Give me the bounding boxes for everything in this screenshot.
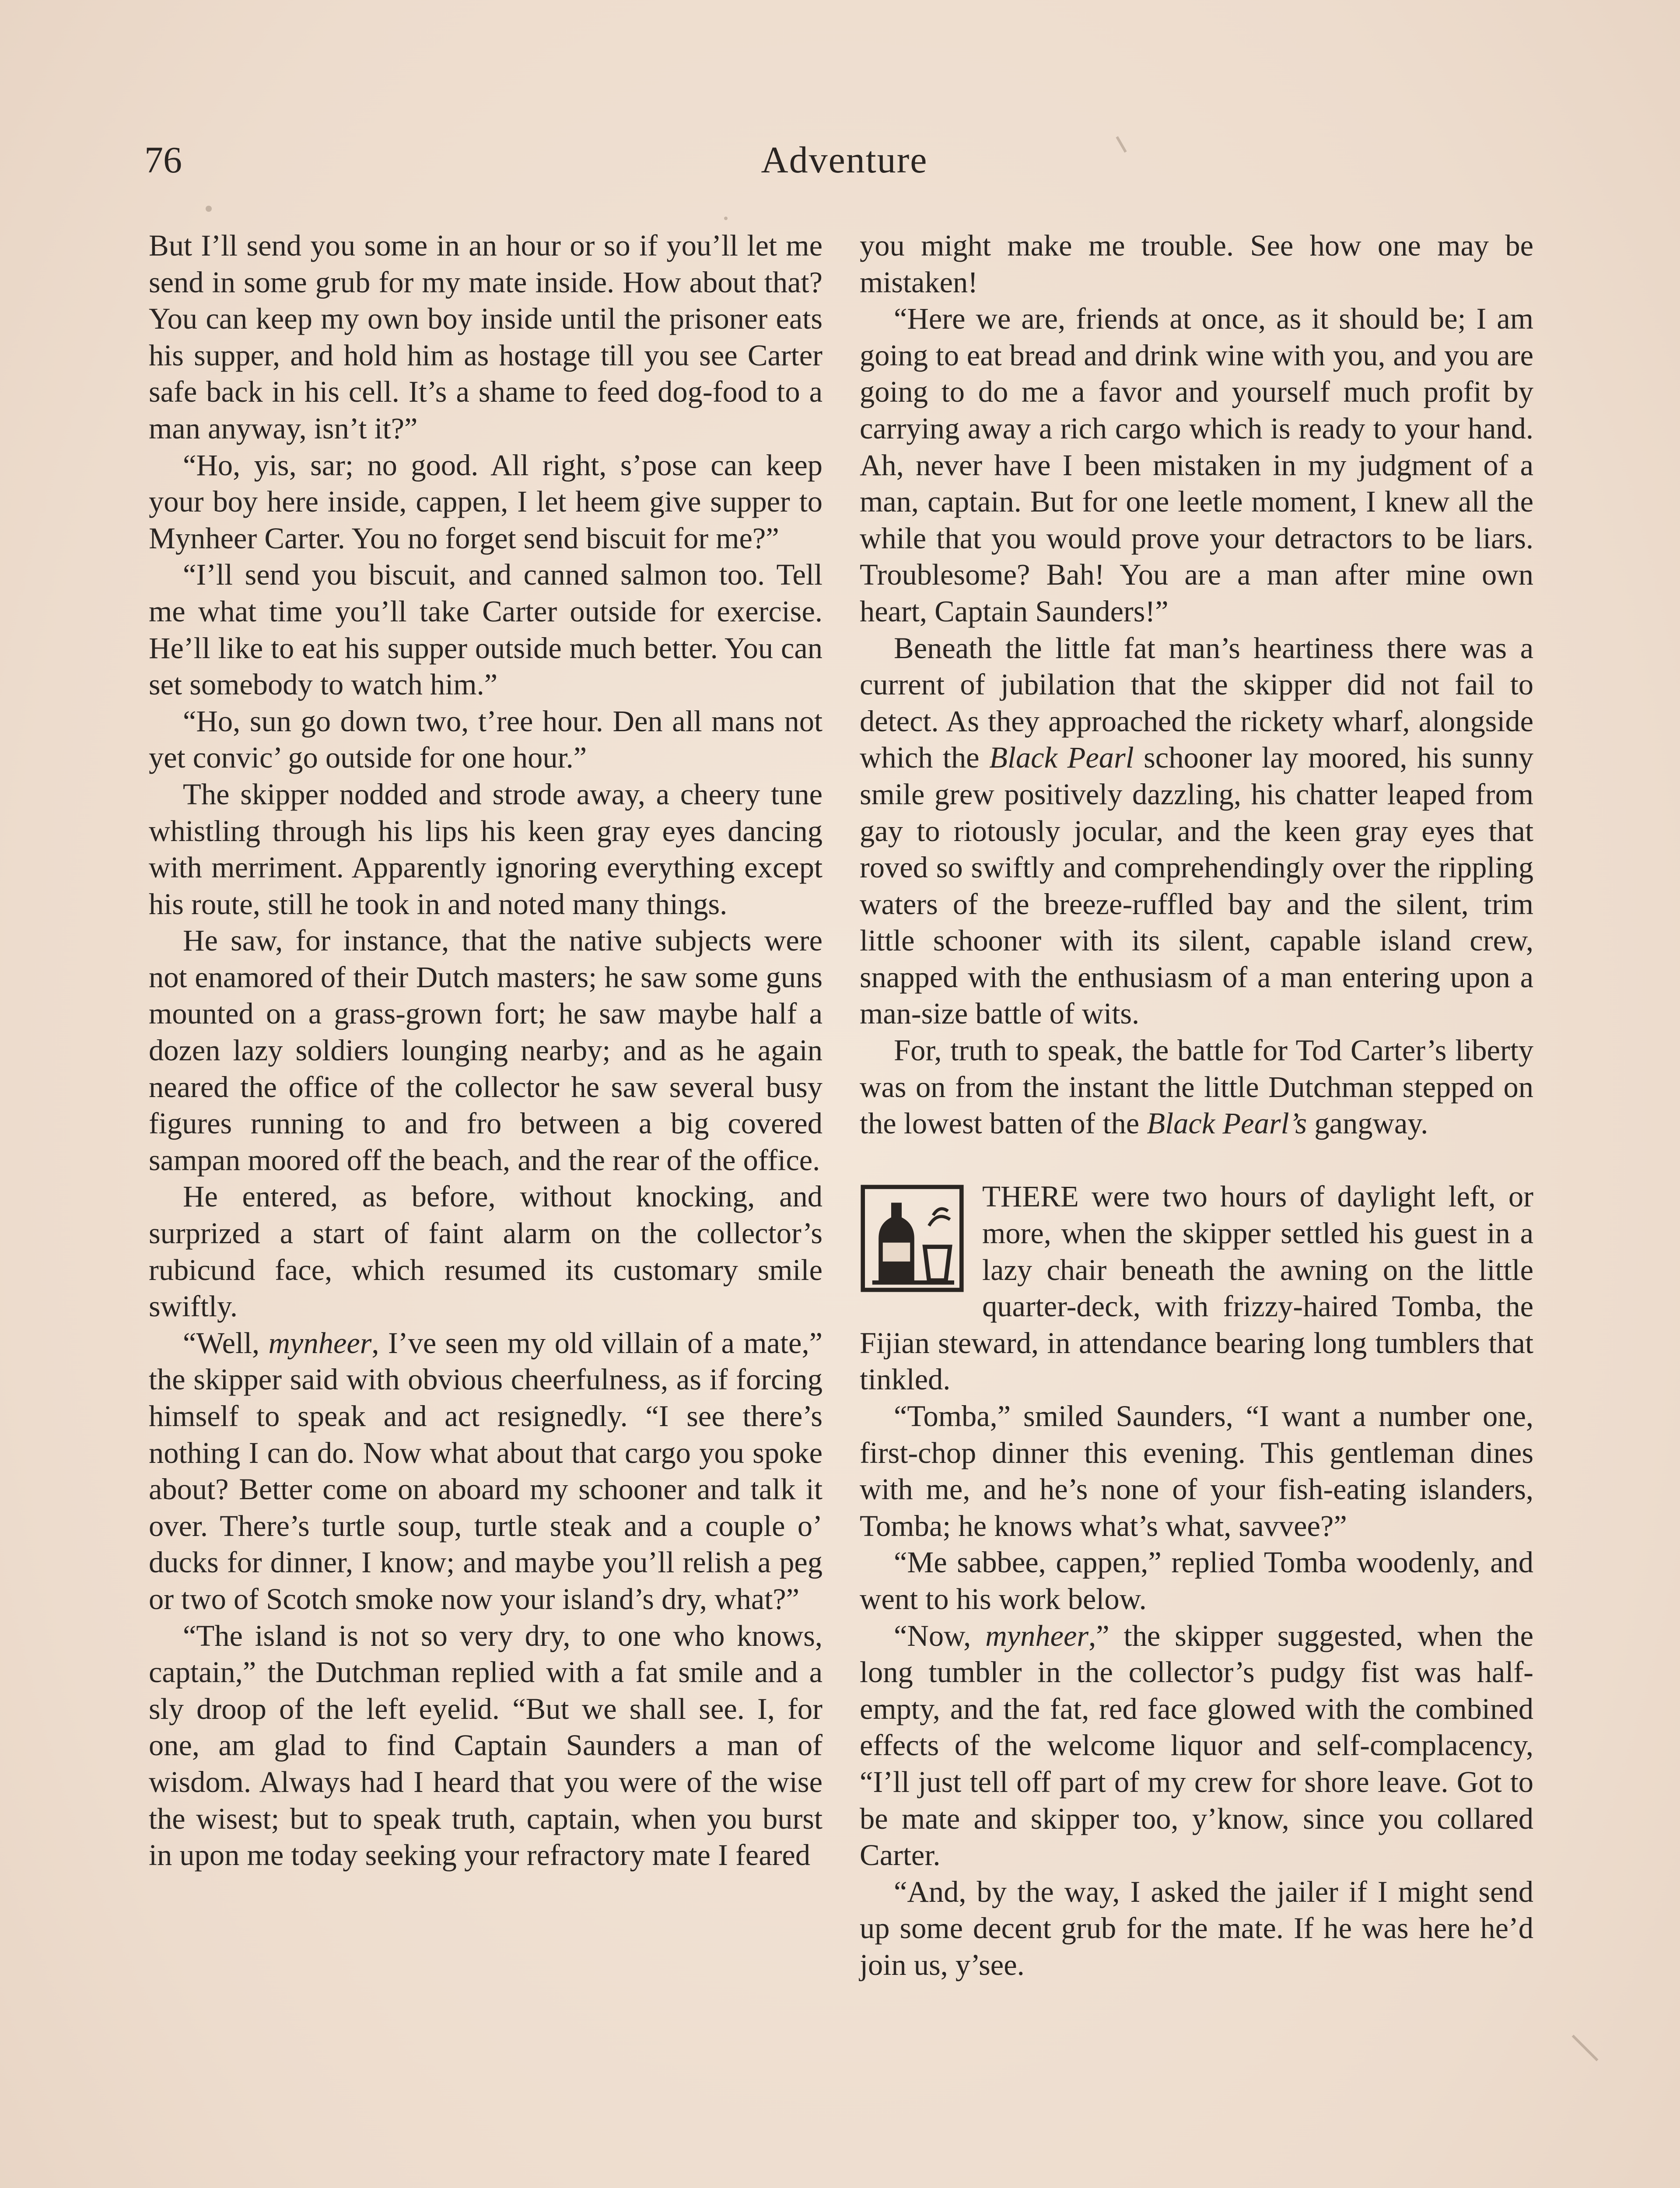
left-column [149,228,822,1874]
paragraph: “Me sabbee, cappen,” replied Tomba woodenly, and went to his work below. [860,1546,1533,1616]
paragraph: He saw, for instance, that the native subjects were not enamored of their Dutch masters; he saw some guns mounted on a grass-grown fort; he saw maybe half a dozen lazy soldiers lounging nearby; and as he again neared the office of the collector he saw several busy figures running to and fro between a big covered sampan moored off the beach, and the rear of the office. [149,924,822,1177]
right-column [860,228,1533,1984]
paragraph-text: THERE were two hours of daylight left, or more, when the skipper settled his guest in a lazy chair beneath the awning on the little quarter-deck, with frizzy-haired Tomba, the Fijian steward, in attendance bearing long tumblers that tinkled. [860,1180,1533,1396]
paragraph-text: ,” the skipper suggested, when the long tumbler in the collector’s pudgy fist was half-empty, and the fat, red face glowed with the combined effects of the welcome liquor and self-complacency, “I’ll just tell off part of my crew for shore leave. Got to be mate and skipper too, y’know, since you collared Carter. [860,1619,1533,1872]
paragraph-text: , I’ve seen my old villain of a mate,” the skipper said with obvious cheerfulness, as if forcing himself to speak and act resignedly. “I see there’s nothing I can do. Now what about that cargo you spoke about? Better come on aboard my schooner and talk it over. There’s turtle soup, turtle steak and a couple o’ ducks for dinner, I know; and maybe you’ll relish a peg or two of Scotch smoke now your island’s dry, what?” [149,1326,822,1616]
paragraph: “I’ll send you biscuit, and canned salmon too. Tell me what time you’ll take Carter outside for exercise. He’ll like to eat his supper outside much better. You can set somebody to watch him.” [149,558,822,701]
paragraph [860,1618,1533,1874]
paragraph: “Tomba,” smiled Saunders, “I want a number one, first-chop dinner this evening. This gentleman dines with me, and he’s none of your fish-eating islanders, Tomba; he knows what’s what, savvee?” [860,1399,1533,1543]
ship-name: Black Pearl’s [1147,1107,1307,1140]
page-number: 76 [144,139,182,181]
paper-fleck [724,217,728,220]
paragraph [860,630,1533,1033]
paragraph: The skipper nodded and strode away, a cheery tune whistling through his lips his keen gray eyes dancing with merriment. Apparently ignoring everything except his route, still he took in and noted many things. [149,777,822,921]
paper-fleck [206,206,212,212]
paragraph: “Ho, yis, sar; no good. All right, s’pose can keep your boy here inside, cappen, I let heem give supper to Mynheer Carter. You no forget send biscuit for me?” [149,448,822,555]
paragraph: you might make me trouble. See how one may be mistaken! [860,229,1533,299]
paragraph: “And, by the way, I asked the jailer if I might send up some decent grub for the mate. If he was here he’d join us, y’see. [860,1875,1533,1981]
running-head: Adventure [761,139,928,181]
paper-fleck [1572,2035,1599,2062]
paragraph [860,1032,1533,1142]
page-header [144,131,1544,188]
paragraph: “The island is not so very dry, to one who knows, captain,” the Dutchman replied with a fat smile and a sly droop of the left eyelid. “But we shall see. I, for one, am glad to find Captain Saunders a man of wisdom. Always had I heard that you were of the wise the wisest; but to speak truth, captain, when you burst in upon me today seeking your refractory mate I feared [149,1619,822,1872]
paragraph: “Here we are, friends at once, as it should be; I am going to eat bread and drink wine with you, and you are going to do me a favor and yourself much profit by carrying away a rich cargo which is ready to your hand. Ah, never have I been mistaken in my judgment of a man, captain. But for one leetle moment, I knew all the while that you would prove your detractors to be liars. Troublesome? Bah! You are a man after mine own heart, Captain Saunders!” [860,302,1533,628]
paragraph: But I’ll send you some in an hour or so if you’ll let me send in some grub for my mate inside. How about that? You can keep my own boy inside until the prisoner eats his supper, and hold him as hostage till you see Carter safe back in his cell. It’s a shame to feed dog-food to a man anyway, isn’t it?” [149,229,822,445]
ship-name: Black Pearl [989,741,1134,775]
paragraph: “Ho, sun go down two, t’ree hour. Den all mans not yet convic’ go outside for one hour.” [149,704,822,775]
bottle-and-glass-icon [860,1184,969,1297]
paragraph: He entered, as before, without knocking, and surprized a start of faint alarm on the collector’s rubicund face, which resumed its customary smile swiftly. [149,1180,822,1323]
italic-term: mynheer [268,1326,372,1360]
italic-term: mynheer [985,1619,1089,1652]
paragraph-text: gangway. [1307,1107,1428,1140]
paragraph-text: schooner lay moored, his sunny smile grew positively dazzling, his chatter leaped from gay to riotously jocular, and the keen gray eyes that roved so swiftly and comprehendingly over the rippling waters of the breeze-ruffled bay and the silent, trim little schooner with its silent, capable island crew, snapped with the enthusiasm of a man entering upon a man-size battle of wits. [860,741,1534,1031]
paragraph-text: “Now, [894,1619,986,1652]
paragraph-text: For, truth to speak, the battle for Tod Carter’s liberty was on from the instant the little Dutchman stepped on the lowest batten of the [860,1034,1533,1140]
paragraph [149,1325,822,1618]
section-opening-paragraph [860,1178,1533,1398]
paragraph-text: “Well, [183,1326,269,1360]
paragraph-text: Beneath the little fat man’s heartiness there was a current of jubilation that the skipper did not fail to detect. As they approached the rickety wharf, alongside which the [860,631,1533,775]
